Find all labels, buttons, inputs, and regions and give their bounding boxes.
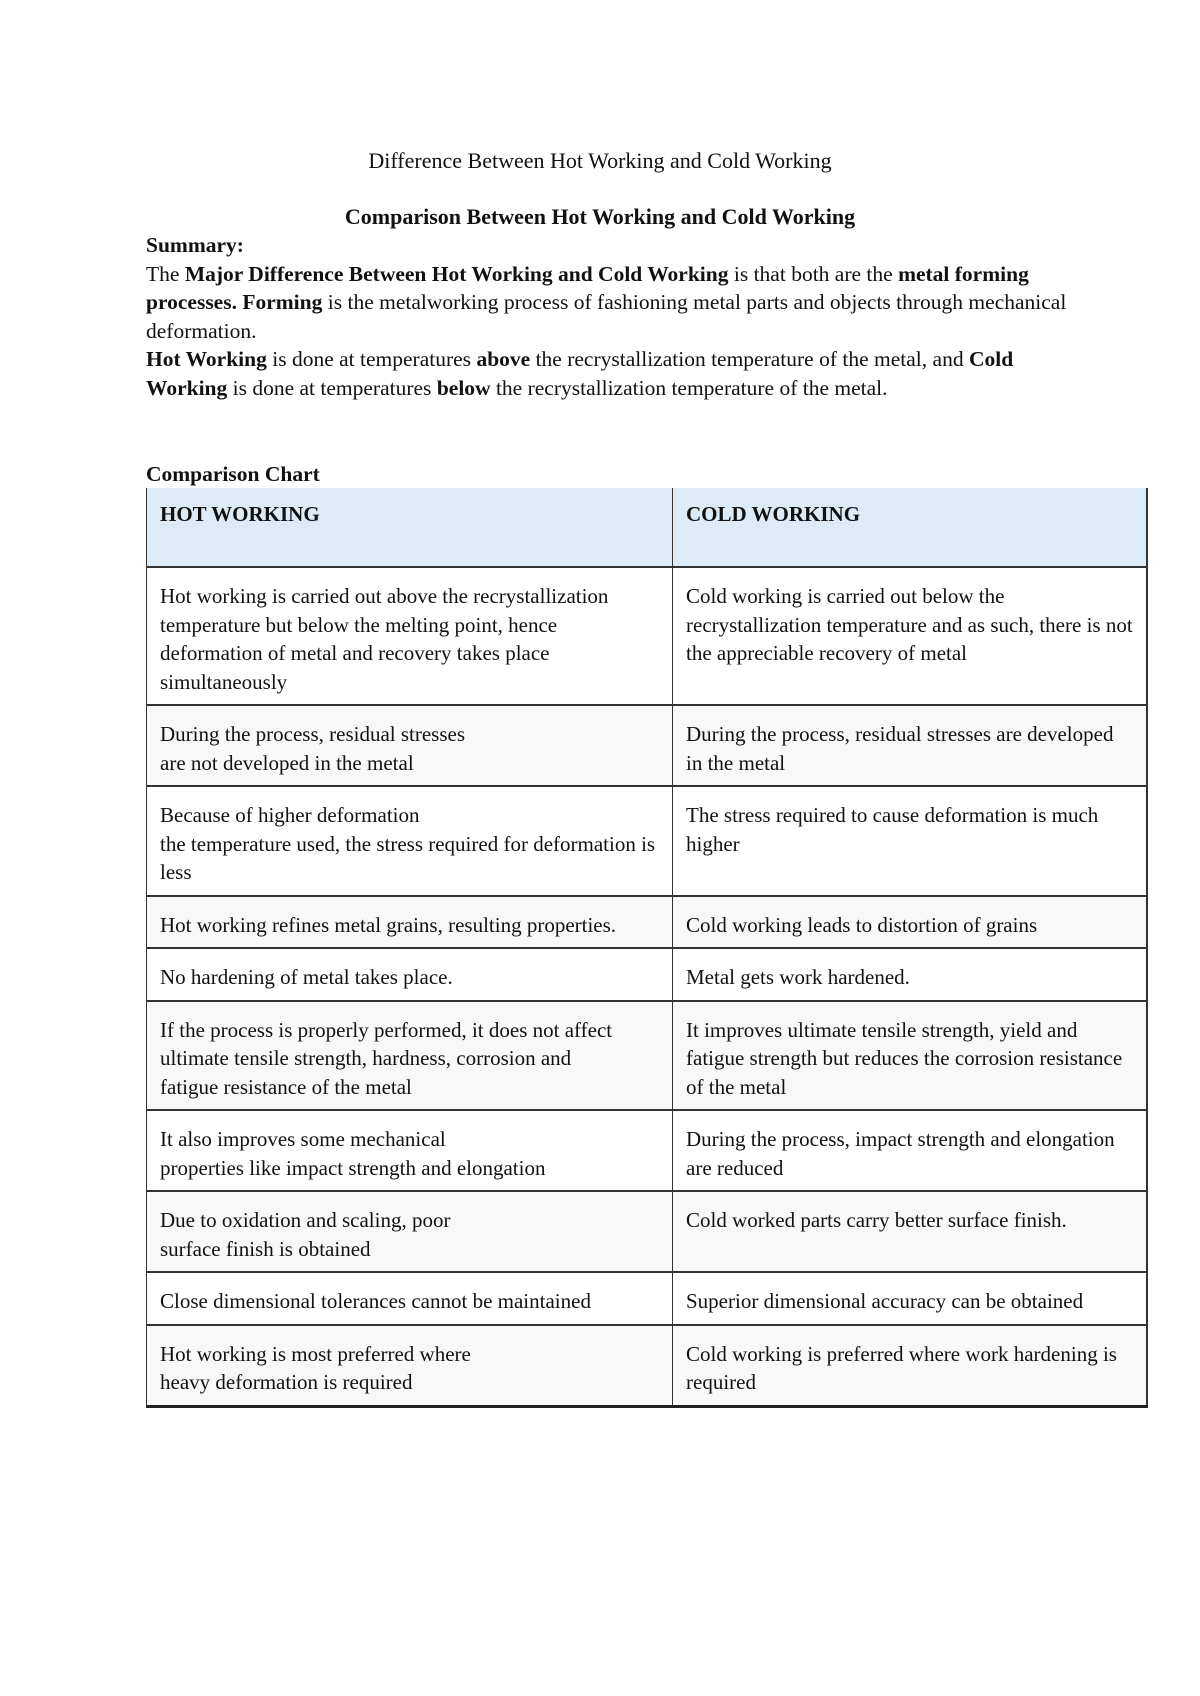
table-row (147, 948, 1148, 1001)
text: is that both are the (728, 261, 899, 286)
cold-working-cell: Superior dimensional accuracy can be obtained (673, 1272, 1148, 1325)
text: is done at temperatures (266, 347, 477, 371)
bold-text: Cold Working (146, 347, 1014, 400)
table-row (147, 1191, 1148, 1272)
document-title: Difference Between Hot Working and Cold Working (368, 148, 832, 173)
text: the recrystallization temperature of the metal, and (530, 347, 969, 371)
text: is the metalworking process of fashioning metal parts and objects through mechanical deformation. (146, 290, 1067, 343)
bold-text: Hot Working (146, 347, 267, 371)
cold-working-cell: Cold working is carried out below the recrystallization temperature and as such, there is not the appreciable recovery of metal (673, 567, 1148, 705)
table-row (147, 1325, 1148, 1407)
hot-working-cell: Hot working refines metal grains, resulting properties. (147, 896, 673, 949)
text: is done at temperatures (227, 375, 437, 400)
hot-working-cell: Hot working is carried out above the recrystallization temperature but below the melting point, hence deformation of metal and recovery takes place simultaneously (147, 567, 673, 705)
cold-working-cell: Cold working is preferred where work hardening is required (673, 1325, 1148, 1407)
hot-working-cell: It also improves some mechanical properties like impact strength and elongation (147, 1110, 673, 1191)
table-row (147, 1110, 1148, 1191)
bold-text: above (476, 347, 531, 371)
hot-working-cell: Due to oxidation and scaling, poor surface finish is obtained (147, 1191, 673, 1272)
summary-paragraph-2 (146, 347, 1013, 400)
header-hot-working: HOT WORKING (147, 488, 673, 567)
cold-working-cell: During the process, impact strength and elongation are reduced (673, 1110, 1148, 1191)
text: The (146, 261, 185, 286)
summary-section (146, 231, 1086, 402)
table-row (147, 786, 1148, 896)
hot-working-cell: Close dimensional tolerances cannot be maintained (147, 1272, 673, 1325)
table-row (147, 1001, 1148, 1111)
text: the recrystallization temperature of the metal. (490, 375, 888, 400)
bold-text: Major Difference Between Hot Working and Cold Working (184, 261, 729, 286)
header-cold-working: COLD WORKING (673, 488, 1148, 567)
cold-working-cell: Metal gets work hardened. (673, 948, 1148, 1001)
table-row (147, 567, 1148, 705)
summary-paragraph-1 (146, 262, 1066, 343)
table-header-row (147, 488, 1148, 567)
cold-working-cell: It improves ultimate tensile strength, yield and fatigue strength but reduces the corrosion resistance of the metal (673, 1001, 1148, 1111)
cold-working-cell: Cold worked parts carry better surface finish. (673, 1191, 1148, 1272)
cold-working-cell: During the process, residual stresses are developed in the metal (673, 705, 1148, 786)
bold-text: Forming (242, 290, 323, 314)
table-row (147, 705, 1148, 786)
table-row (147, 896, 1148, 949)
hot-working-cell: Because of higher deformation the temperature used, the stress required for deformation is less (147, 786, 673, 896)
cold-working-cell: Cold working leads to distortion of grains (673, 896, 1148, 949)
hot-working-cell: No hardening of metal takes place. (147, 948, 673, 1001)
bold-text: metal forming processes. (146, 261, 1029, 314)
cold-working-cell: The stress required to cause deformation is much higher (673, 786, 1148, 896)
hot-working-cell: If the process is properly performed, it does not affect ultimate tensile strength, hardness, corrosion and fatigue resistance of the metal (147, 1001, 673, 1111)
bold-text: below (436, 375, 491, 400)
comparison-chart-label: Comparison Chart (146, 462, 320, 486)
document-subtitle: Comparison Between Hot Working and Cold Working (344, 204, 856, 229)
table-row (147, 1272, 1148, 1325)
comparison-table (146, 488, 1148, 1408)
hot-working-cell: During the process, residual stresses are not developed in the metal (147, 705, 673, 786)
hot-working-cell: Hot working is most preferred where heavy deformation is required (147, 1325, 673, 1407)
summary-label: Summary: (146, 233, 244, 257)
